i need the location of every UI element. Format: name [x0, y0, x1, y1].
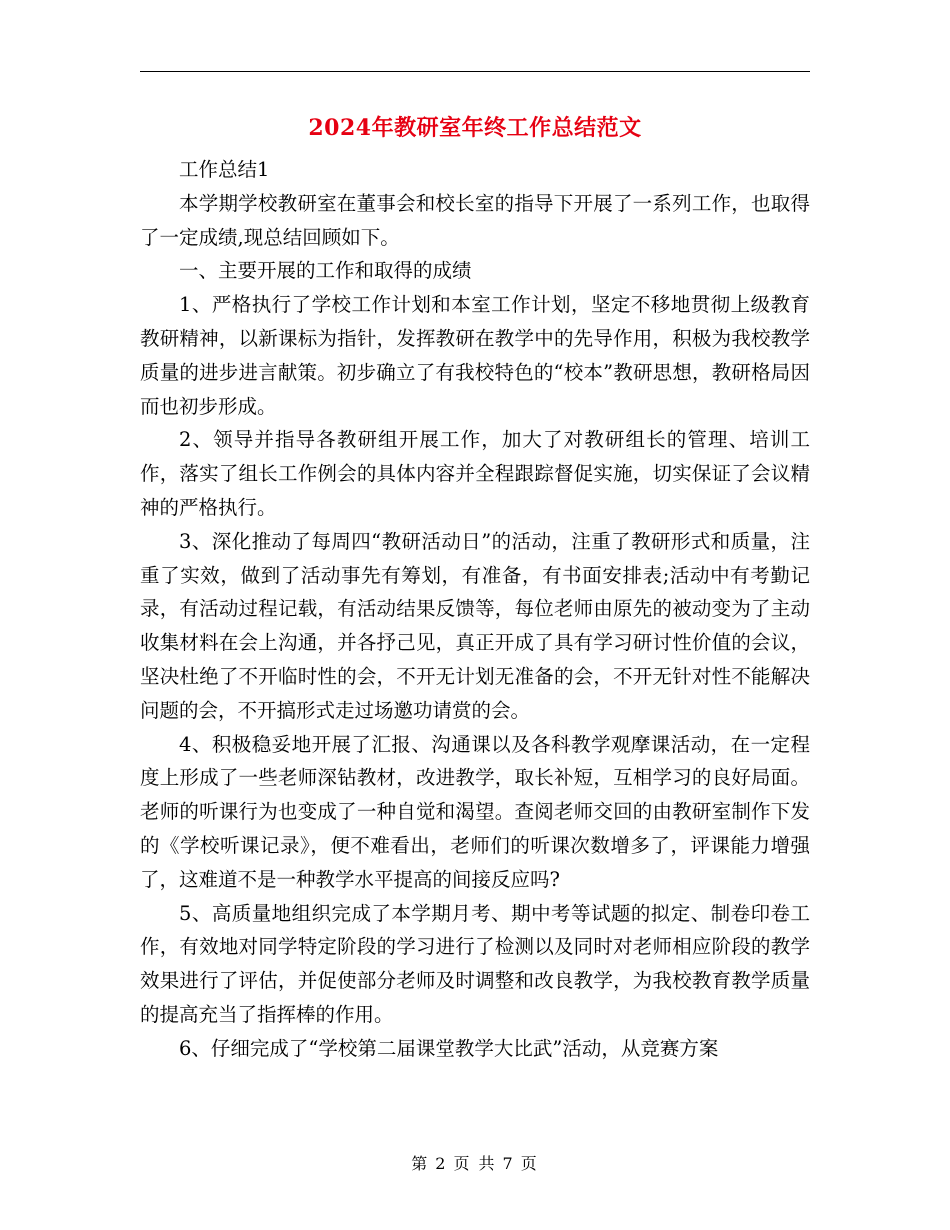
page-footer — [0, 1153, 950, 1175]
document-body — [140, 153, 810, 1066]
paragraph-item-5: 5、高质量地组织完成了本学期月考、期中考等试题的拟定、制卷印卷工作，有效地对同学特定阶段的学习进行了检测以及同时对老师相应阶段的教学效果进行了评估，并促使部分老师及时调整和改良教学，为我校教育教学质量的提高充当了指挥棒的作用。 — [140, 901, 810, 1026]
paragraph-intro: 本学期学校教研室在董事会和校长室的指导下开展了一系列工作，也取得了一定成绩,现总结回顾如下。 — [140, 191, 810, 249]
paragraph-item-6: 6、仔细完成了“学校第二届课堂教学大比武”活动，从竞赛方案 — [179, 1036, 719, 1060]
footer-prefix: 第 — [411, 1154, 430, 1173]
section-heading: 工作总结1 — [179, 158, 270, 181]
document-title: 2024年教研室年终工作总结范文 — [308, 115, 642, 141]
paragraph-item-2: 2、领导并指导各教研组开展工作，加大了对教研组长的管理、培训工作，落实了组长工作例会的具体内容并全程跟踪督促实施，切实保证了会议精神的严格执行。 — [140, 428, 810, 519]
paragraph-item-3: 3、深化推动了每周四“教研活动日”的活动，注重了教研形式和质量，注重了实效，做到了活动事先有筹划，有准备，有书面安排表;活动中有考勤记录，有活动过程记载，有活动结果反馈等，每位老师由原先的被动变为了主动收集材料在会上沟通，并各抒己见，真正开成了具有学习研讨性价值的会议，坚决杜绝了不开临时性的会，不开无计划无准备的会，不开无针对性不能解决问题的会，不开搞形式走过场邀功请赏的会。 — [140, 529, 810, 722]
page-total: 7 — [502, 1154, 515, 1173]
footer-suffix: 页 — [520, 1154, 539, 1173]
paragraph-item-1: 1、严格执行了学校工作计划和本室工作计划，坚定不移地贯彻上级教育教研精神，以新课标为指针，发挥教研在教学中的先导作用，积极为我校教学质量的进步进言献策。初步确立了有我校特色的“校本”教研思想，教研格局因而也初步形成。 — [140, 293, 810, 418]
subsection-heading: 一、主要开展的工作和取得的成绩 — [179, 259, 472, 283]
page-number: 2 — [435, 1154, 448, 1173]
header-rule — [140, 71, 810, 72]
footer-mid: 页 共 — [453, 1154, 497, 1173]
paragraph-item-4: 4、积极稳妥地开展了汇报、沟通课以及各科教学观摩课活动，在一定程度上形成了一些老师深钻教材，改进教学，取长补短，互相学习的良好局面。老师的听课行为也变成了一种自觉和渴望。查阅老师交回的由教研室制作下发的《学校听课记录》，便不难看出，老师们的听课次数增多了，评课能力增强了，这难道不是一种教学水平提高的间接反应吗? — [140, 732, 810, 891]
